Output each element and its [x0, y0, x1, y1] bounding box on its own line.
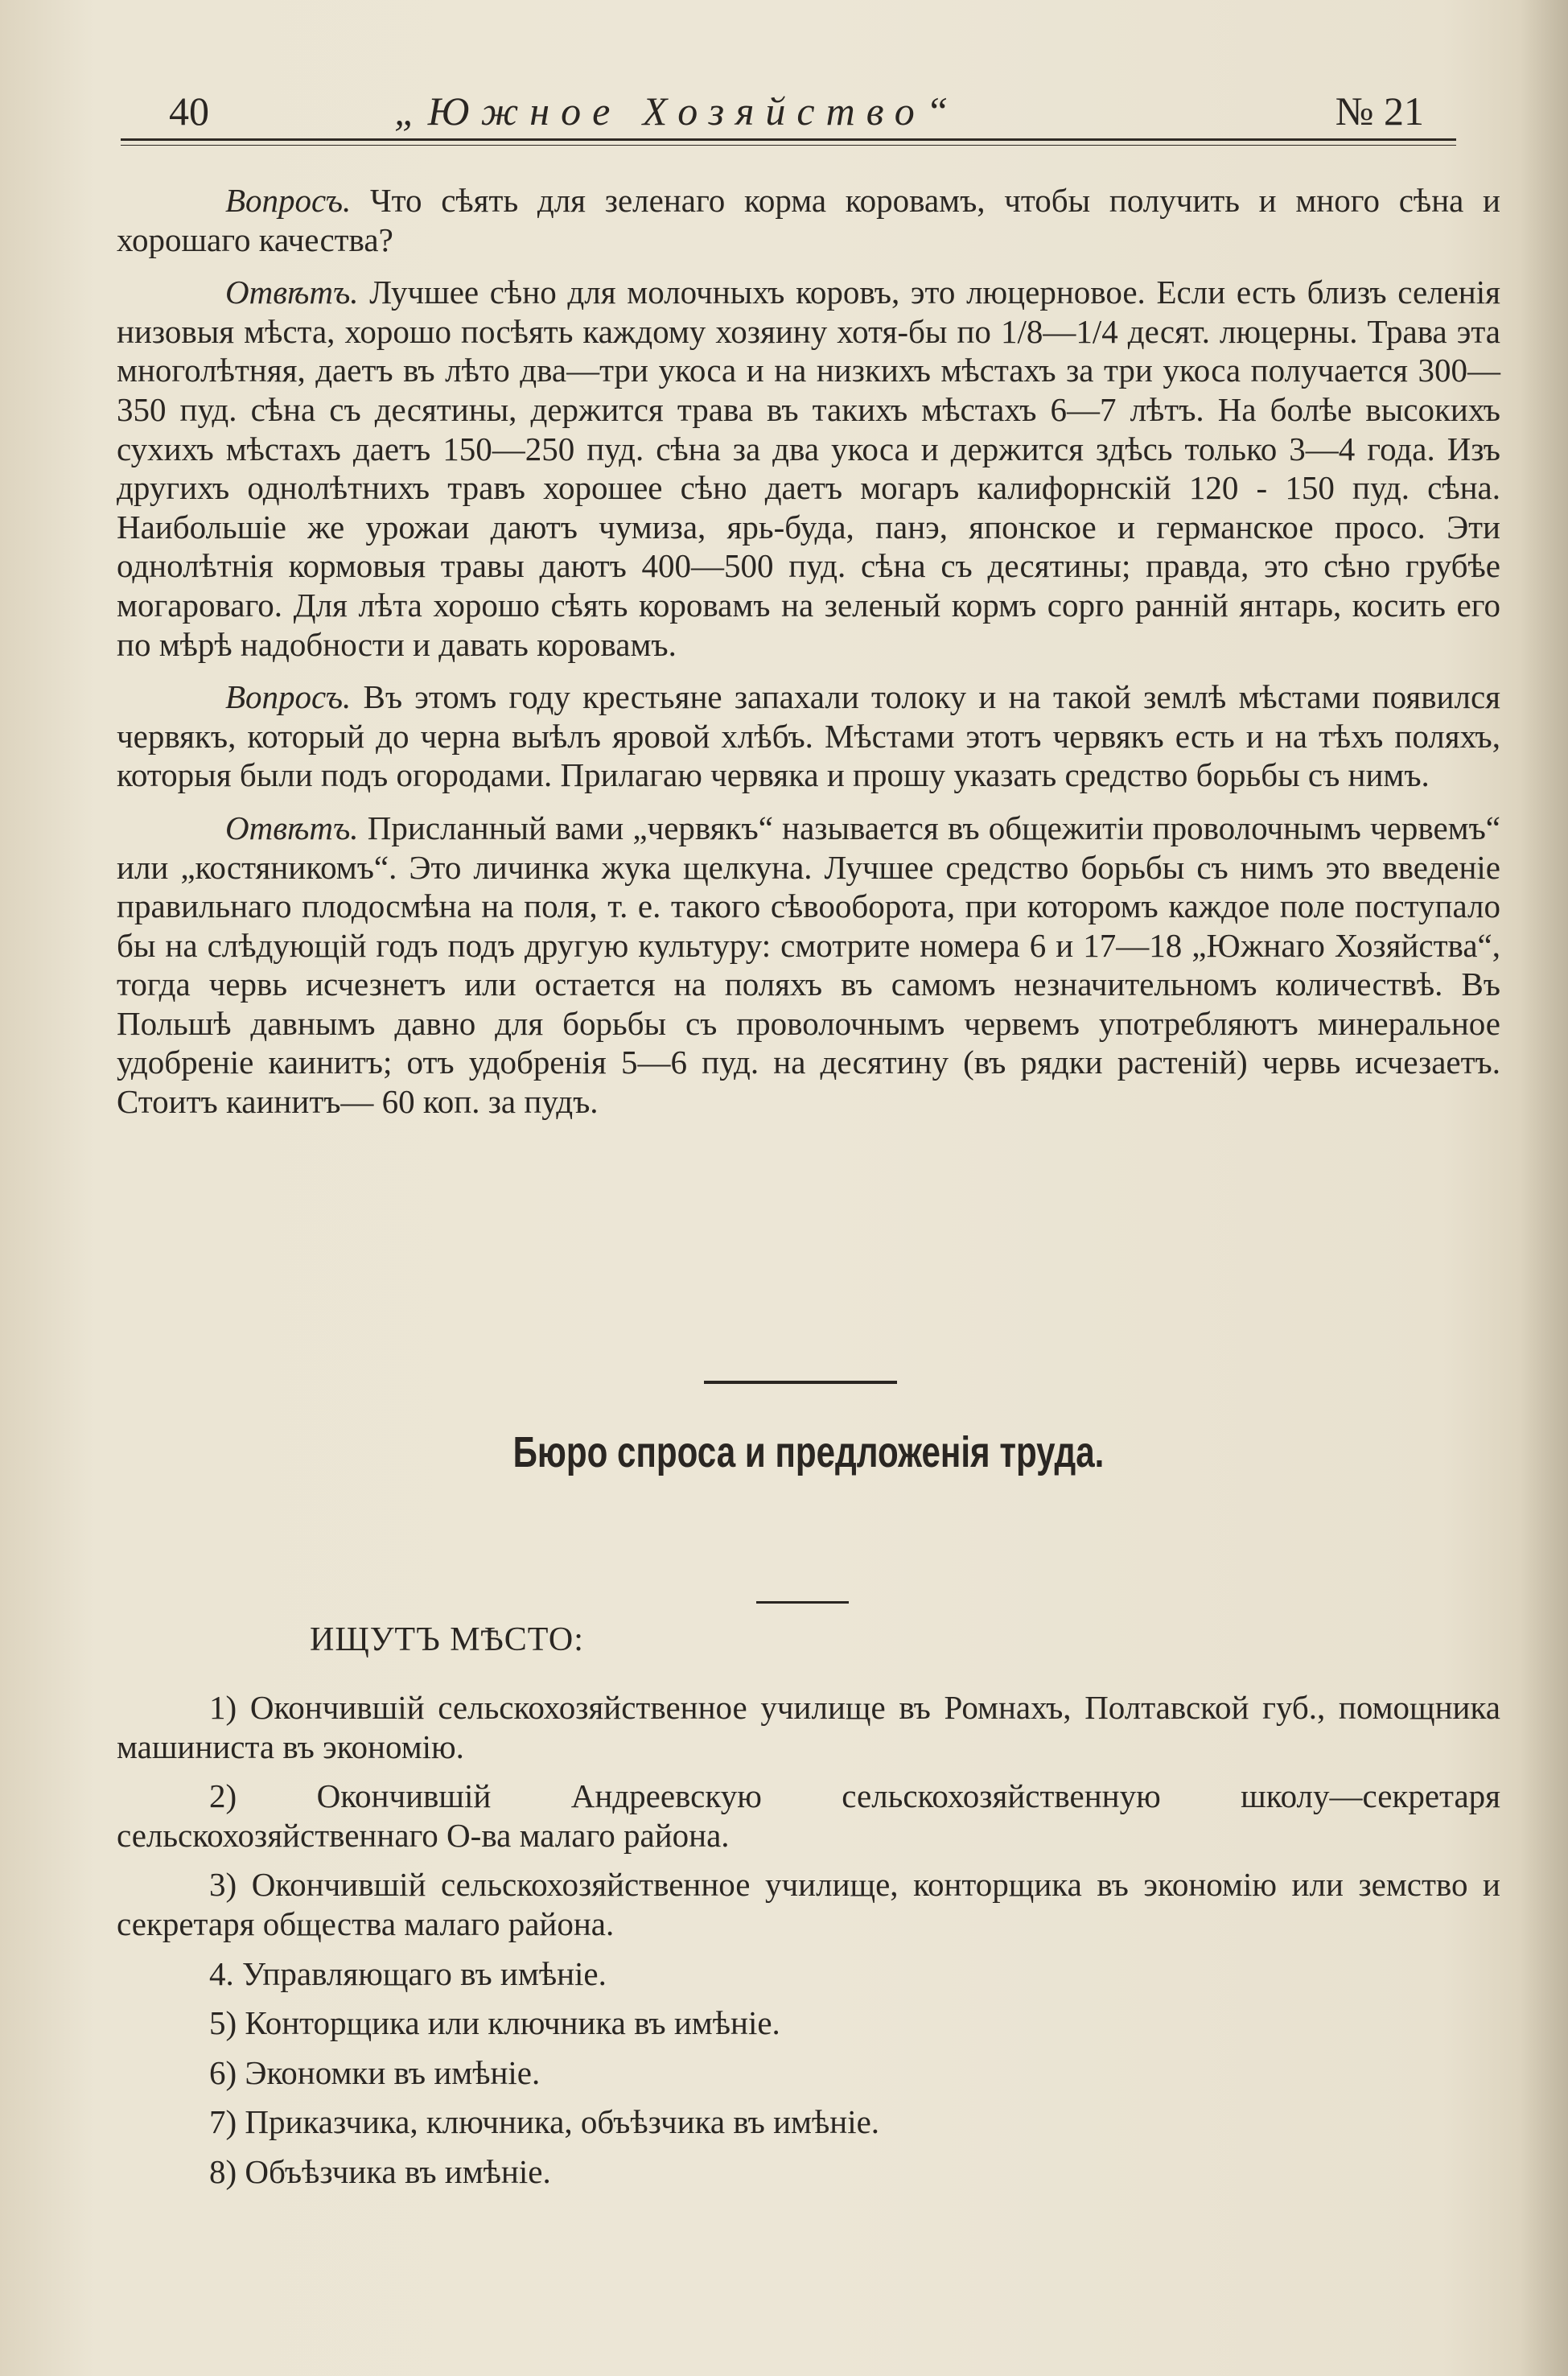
- question-text: Въ этомъ году крестьяне запахали толоку и на такой землѣ мѣстами появился червякъ, который до черна выѣлъ яровой хлѣбъ. Мѣстами этотъ червякъ есть и на тѣхъ поляхъ, которыя были подъ огородами. Прилагаю червяка и прошу указать средство борьбы съ нимъ.: [117, 678, 1500, 794]
- heading-underline: [756, 1601, 849, 1604]
- answer-label: Отвѣтъ.: [225, 274, 359, 311]
- answer-text: Лучшее сѣно для молочныхъ коровъ, это люцерновое. Если есть близъ селенія низовыя мѣста, хорошо посѣять каждому хозяину хотя-бы по 1/8—1/4 десят. люцерны. Трава эта многолѣтняя, даетъ въ лѣто два—три укоса и на низкихъ мѣстахъ за три укоса получается 300—350 пуд. сѣна съ десятины, держится трава въ такихъ мѣстахъ 6—7 лѣтъ. На болѣе высокихъ сухихъ мѣстахъ даетъ 150—250 пуд. сѣна за два укоса и держится здѣсь только 3—4 года. Изъ другихъ однолѣтнихъ травъ хорошее сѣно даетъ могаръ калифорнскій 120 - 150 пуд. сѣна. Наибольшіе же урожаи даютъ чумиза, ярь-буда, панэ, японское и германское просо. Эти однолѣтнія кормовыя травы даютъ 400—500 пуд. сѣна съ десятины; правда, это сѣно грубѣе могароваго. Для лѣта хорошо сѣять коровамъ на зеленый кормъ сорго ранній янтарь, косить его по мѣрѣ надобности и давать коровамъ.: [117, 274, 1500, 663]
- page-number: 40: [169, 89, 209, 134]
- question-paragraph: [117, 677, 1500, 795]
- header-rule-thick: [121, 138, 1456, 141]
- list-item: 2) Окончившій Андреевскую сельскохозяйственную школу—секретаря сельскохозяйственнаго О-ва малаго района.: [117, 1777, 1500, 1854]
- answer-label: Отвѣтъ.: [225, 809, 359, 846]
- journal-title: „Южное Хозяйство“: [394, 89, 960, 134]
- question-paragraph: [117, 181, 1500, 259]
- running-header: [121, 87, 1456, 135]
- list-item: 1) Окончившій сельскохозяйственное училище въ Ромнахъ, Полтавской губ., помощника машиниста въ экономію.: [117, 1689, 1500, 1765]
- answer-text: Присланный вами „червякъ“ называется въ общежитіи проволочнымъ червемъ“ или „костяникомъ“. Это личинка жука щелкуна. Лучшее средство борьбы съ нимъ это введеніе правильнаго плодосмѣна на поля, т. е. такого сѣвооборота, при которомъ каждое поле поступало бы на слѣдующій годъ подъ другую культуру: смотрите номера 6 и 17—18 „Южнаго Хозяйства“, тогда червь исчезнетъ или остается на поляхъ въ самомъ незначительномъ количествѣ. Въ Польшѣ давнымъ давно для борьбы съ проволочнымъ червемъ употребляютъ минеральное удобреніе каинитъ; отъ удобренія 5—6 пуд. на десятину (въ рядки растеній) червь исчезаетъ. Стоитъ каинитъ— 60 коп. за пудъ.: [117, 809, 1500, 1121]
- answer-paragraph: [117, 809, 1500, 1122]
- question-label: Вопросъ.: [225, 182, 352, 219]
- list-item: 5) Конторщика или ключника въ имѣніе.: [209, 2004, 780, 2042]
- section-subheading: ИЩУТЪ МѢСТО:: [310, 1621, 584, 1658]
- question-label: Вопросъ.: [225, 678, 352, 716]
- list-item: 8) Объѣзчика въ имѣніе.: [209, 2152, 551, 2190]
- page-spine-shadow: [1520, 0, 1568, 2376]
- list-item: 3) Окончившій сельскохозяйственное училище, конторщика въ экономію или земство и секретаря общества малаго района.: [117, 1866, 1500, 1942]
- question-text: Что сѣять для зеленаго корма коровамъ, чтобы получить и много сѣна и хорошаго качества?: [117, 182, 1500, 258]
- qa-section: [117, 181, 1500, 1135]
- header-rule-thin: [121, 145, 1456, 146]
- issue-number: № 21: [1335, 89, 1424, 134]
- list-item: 7) Приказчика, ключника, объѣзчика въ имѣніе.: [209, 2103, 880, 2141]
- job-seekers-list: [117, 1688, 1500, 2202]
- answer-paragraph: [117, 273, 1500, 664]
- section-divider: [704, 1381, 897, 1384]
- list-item: 6) Экономки въ имѣніе.: [209, 2053, 541, 2091]
- list-item: 4. Управляющаго въ имѣніе.: [209, 1954, 607, 1992]
- section-heading: Бюро спроса и предложенія труда.: [512, 1428, 1105, 1476]
